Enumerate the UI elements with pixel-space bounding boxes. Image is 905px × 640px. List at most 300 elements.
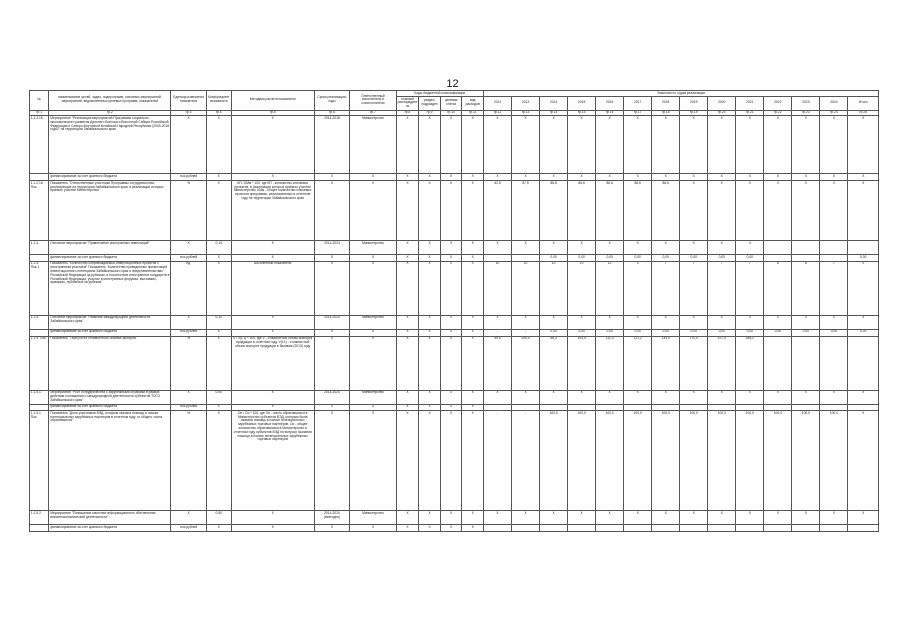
row-unit: тыс.рублей bbox=[171, 329, 207, 336]
row-code-admin: X bbox=[396, 241, 419, 255]
row-year-value bbox=[764, 255, 792, 262]
row-code-section: X bbox=[419, 336, 441, 390]
row-code-type: X bbox=[462, 116, 484, 174]
row-year-value bbox=[540, 404, 568, 411]
row-method: X bbox=[231, 511, 314, 525]
row-method: Абсолютный показатель bbox=[231, 261, 314, 315]
table-row bbox=[30, 404, 879, 411]
row-method: X bbox=[231, 315, 314, 329]
row-year-value bbox=[820, 525, 848, 532]
row-year-value: 86,6 bbox=[652, 181, 680, 241]
table-row bbox=[30, 390, 879, 404]
row-name: финансирование за счет краевого бюджета bbox=[49, 174, 171, 181]
table-row bbox=[30, 315, 879, 329]
row-code-type: X bbox=[462, 241, 484, 255]
row-year-value: 0,00 bbox=[540, 255, 568, 262]
row-unit: X bbox=[171, 116, 207, 174]
row-period: X bbox=[314, 336, 350, 390]
header-method: Методика расчета показателя bbox=[231, 91, 314, 111]
row-number: 1.1.4. bbox=[30, 241, 49, 255]
row-year-value: X bbox=[624, 174, 652, 181]
row-code-admin: X bbox=[396, 525, 419, 532]
column-number-cell: гр.23 bbox=[792, 110, 820, 116]
row-year-value: 6 bbox=[792, 261, 820, 315]
row-total-value bbox=[848, 525, 879, 532]
row-year-value bbox=[596, 404, 624, 411]
row-name: Показатель "Темп роста стоимостного объема экспорта" bbox=[49, 336, 171, 390]
row-year-value: X bbox=[708, 390, 736, 404]
row-code-admin: X bbox=[396, 181, 419, 241]
row-year-value: X bbox=[736, 315, 764, 329]
row-year-value bbox=[624, 404, 652, 411]
row-responsible: X bbox=[350, 404, 396, 411]
row-year-value: 0,00 bbox=[736, 329, 764, 336]
row-year-value bbox=[484, 525, 512, 532]
row-total-value bbox=[848, 404, 879, 411]
row-code-target: X bbox=[440, 181, 462, 241]
row-code-admin: X bbox=[396, 315, 419, 329]
row-code-type: X bbox=[462, 411, 484, 511]
row-year-value bbox=[820, 404, 848, 411]
row-year-value: X bbox=[484, 174, 512, 181]
row-number: 1.1.5.1. Пок. bbox=[30, 411, 49, 511]
row-code-target: X bbox=[440, 174, 462, 181]
row-year-value: X bbox=[736, 241, 764, 255]
header-code-type: вид расходов bbox=[462, 96, 484, 110]
row-year-value bbox=[568, 404, 596, 411]
row-year-value: X bbox=[680, 241, 708, 255]
row-year-value: X bbox=[652, 116, 680, 174]
row-year-value: 170,0 bbox=[680, 336, 708, 390]
row-year-value: X bbox=[540, 390, 568, 404]
row-weight: 0,10 bbox=[206, 241, 231, 255]
row-year-value: X bbox=[596, 116, 624, 174]
row-year-value: 0,00 bbox=[764, 329, 792, 336]
column-number-cell: гр.20 bbox=[708, 110, 736, 116]
row-year-value: X bbox=[596, 174, 624, 181]
row-year-value bbox=[792, 525, 820, 532]
row-weight: X bbox=[206, 181, 231, 241]
row-year-value bbox=[820, 336, 848, 390]
row-number bbox=[30, 174, 49, 181]
row-year-value bbox=[512, 404, 540, 411]
row-weight: X bbox=[206, 525, 231, 532]
column-number-cell: гр.13 bbox=[512, 110, 540, 116]
row-responsible: X bbox=[350, 411, 396, 511]
row-responsible: X bbox=[350, 174, 396, 181]
row-weight: X bbox=[206, 255, 231, 262]
row-year-value: X bbox=[820, 511, 848, 525]
row-year-value: X bbox=[764, 315, 792, 329]
row-year-value: 103,4 bbox=[568, 336, 596, 390]
row-year-value: X bbox=[764, 174, 792, 181]
row-number: 1.1.5. Пок. bbox=[30, 336, 49, 390]
row-year-value bbox=[484, 404, 512, 411]
row-year-value: X bbox=[764, 390, 792, 404]
row-year-value: X bbox=[568, 390, 596, 404]
row-year-value: X bbox=[596, 241, 624, 255]
row-year-value: X bbox=[596, 315, 624, 329]
row-year-value: 100,0 bbox=[820, 411, 848, 511]
row-unit: ед. bbox=[171, 261, 207, 315]
row-year-value: X bbox=[484, 315, 512, 329]
row-year-value: X bbox=[512, 315, 540, 329]
row-year-value: X bbox=[820, 390, 848, 404]
row-total-value: X bbox=[848, 261, 879, 315]
row-year-value: 0,00 bbox=[820, 329, 848, 336]
row-year-value: 0,00 bbox=[652, 255, 680, 262]
row-unit: X bbox=[171, 315, 207, 329]
row-code-section: X bbox=[419, 255, 441, 262]
row-year-value: 100,0 bbox=[792, 411, 820, 511]
row-year-value bbox=[792, 241, 820, 255]
row-period: 2014-2024 bbox=[314, 390, 350, 404]
row-year-value: 86,6 bbox=[596, 181, 624, 241]
row-method: X bbox=[231, 404, 314, 411]
row-code-type: X bbox=[462, 511, 484, 525]
row-year-value bbox=[512, 525, 540, 532]
row-year-value bbox=[708, 404, 736, 411]
row-name: финансирование за счет краевого бюджета bbox=[49, 255, 171, 262]
row-unit: % bbox=[171, 181, 207, 241]
row-year-value: 62,5 bbox=[484, 181, 512, 241]
column-number-cell: гр.15 bbox=[568, 110, 596, 116]
row-year-value: 99,5 bbox=[484, 336, 512, 390]
header-code-section: раздел, подраздел bbox=[419, 96, 441, 110]
row-year-value: 0,00 bbox=[680, 329, 708, 336]
row-year-value bbox=[736, 404, 764, 411]
table-row bbox=[30, 511, 879, 525]
row-period: X bbox=[314, 255, 350, 262]
row-year-value: X bbox=[680, 511, 708, 525]
table-body bbox=[30, 116, 879, 531]
header-code-admin: главный распорядитель bbox=[397, 96, 418, 109]
row-code-target: X bbox=[440, 241, 462, 255]
row-year-value: X bbox=[484, 390, 512, 404]
header-year: 2014 bbox=[540, 96, 568, 110]
row-code-type: X bbox=[462, 315, 484, 329]
header-year: 2015 bbox=[568, 96, 596, 110]
header-total: Итого bbox=[848, 96, 879, 110]
row-year-value: X bbox=[792, 181, 820, 241]
row-code-section: X bbox=[419, 390, 441, 404]
row-year-value: 12 bbox=[596, 261, 624, 315]
row-year-value bbox=[792, 404, 820, 411]
row-period: X bbox=[314, 261, 350, 315]
row-name: Мероприятие "Рост сотрудничества с зарубежными странами в рамках действия соглашения о международной деятельности субъектов ТОСЗ Забайкальского края" bbox=[49, 390, 171, 404]
row-method: X bbox=[231, 329, 314, 336]
row-code-type: X bbox=[462, 261, 484, 315]
header-year: 2021 bbox=[736, 96, 764, 110]
header-name: наименование целей, задач, подпрограмм, основных мероприятий, мероприятий, ведомственных целевых программ, показателей bbox=[49, 91, 171, 111]
row-year-value: 100,0 bbox=[652, 411, 680, 511]
row-responsible: X bbox=[350, 525, 396, 532]
row-code-section: X bbox=[419, 525, 441, 532]
table-row bbox=[30, 525, 879, 532]
row-year-value: 111,3 bbox=[596, 336, 624, 390]
row-year-value: X bbox=[484, 241, 512, 255]
column-number-cell: гр.22 bbox=[764, 110, 792, 116]
row-code-admin: X bbox=[396, 261, 419, 315]
row-year-value bbox=[820, 255, 848, 262]
header-years-group: Значения по годам реализации bbox=[484, 91, 879, 97]
row-number bbox=[30, 255, 49, 262]
row-name: Показатель "Количество сопровождаемых инвестиционных проектов с иностранным участием" Показатель "Количество проведенных презентаций инвестиционного потенциала Забайкальского края в представительствах Российской Федерации за рубежом, в посольствах иностранных государств в Российской Федерации, участие в иностранных форумах, выставках, ярмарках, публичных на рубежах" bbox=[49, 261, 171, 315]
row-code-type: X bbox=[462, 255, 484, 262]
column-number-cell: гр.24 bbox=[820, 110, 848, 116]
row-year-value: X bbox=[512, 511, 540, 525]
row-weight: 0,50 bbox=[206, 511, 231, 525]
row-weight: X bbox=[206, 329, 231, 336]
row-code-type: X bbox=[462, 390, 484, 404]
row-total-value: X bbox=[848, 315, 879, 329]
row-year-value: X bbox=[652, 241, 680, 255]
column-number-cell: гр.16 bbox=[596, 110, 624, 116]
row-year-value bbox=[652, 404, 680, 411]
column-number-cell: гр.12 bbox=[484, 110, 512, 116]
row-code-section: X bbox=[419, 511, 441, 525]
row-total-value: X bbox=[848, 174, 879, 181]
row-code-admin: X bbox=[396, 404, 419, 411]
row-total-value bbox=[848, 241, 879, 255]
column-number-cell: гр.17 bbox=[624, 110, 652, 116]
row-number: 1.1.2.16. Пок. bbox=[30, 181, 49, 241]
row-year-value: X bbox=[568, 241, 596, 255]
header-year: 2016 bbox=[596, 96, 624, 110]
row-year-value: X bbox=[736, 511, 764, 525]
row-code-target: X bbox=[440, 390, 462, 404]
row-period: 2014-2024 bbox=[314, 315, 350, 329]
row-responsible: X bbox=[350, 255, 396, 262]
row-code-section: X bbox=[419, 261, 441, 315]
row-code-admin: X bbox=[396, 329, 419, 336]
row-year-value: - bbox=[512, 411, 540, 511]
row-year-value: 100,0 bbox=[680, 411, 708, 511]
row-code-section: X bbox=[419, 329, 441, 336]
table-row bbox=[30, 411, 879, 511]
row-responsible: X bbox=[350, 336, 396, 390]
row-name: финансирование за счет краевого бюджета bbox=[49, 404, 171, 411]
row-unit: тыс.рублей bbox=[171, 255, 207, 262]
header-year: 2024 bbox=[820, 96, 848, 110]
row-code-section: X bbox=[419, 315, 441, 329]
row-unit: тыс.рублей bbox=[171, 404, 207, 411]
row-name: Основное мероприятие "Привлечение иностранных инвестиций" bbox=[49, 241, 171, 255]
row-year-value: X bbox=[540, 174, 568, 181]
row-total-value: X bbox=[848, 511, 879, 525]
column-number-cell: гр.3 bbox=[171, 110, 207, 116]
row-year-value bbox=[764, 525, 792, 532]
row-name: Показатель "Доля участников ВЭД, которым оказана помощь в поиске потенциальных зарубежных партнеров в отчетном году, от общего числа обратившихся" bbox=[49, 411, 171, 511]
row-method: X bbox=[231, 174, 314, 181]
row-number bbox=[30, 404, 49, 411]
row-year-value: X bbox=[764, 116, 792, 174]
row-code-target: X bbox=[440, 315, 462, 329]
row-year-value: X bbox=[624, 315, 652, 329]
row-total-value: X bbox=[848, 116, 879, 174]
row-year-value: 10 bbox=[484, 261, 512, 315]
row-year-value: 10 bbox=[512, 261, 540, 315]
table-row bbox=[30, 181, 879, 241]
row-year-value: 100,0 bbox=[736, 411, 764, 511]
row-year-value bbox=[596, 525, 624, 532]
row-code-admin: X bbox=[396, 511, 419, 525]
row-total-value: X bbox=[848, 411, 879, 511]
row-responsible: Министерство bbox=[350, 116, 396, 174]
row-responsible: X bbox=[350, 329, 396, 336]
row-weight: X bbox=[206, 174, 231, 181]
table-row bbox=[30, 329, 879, 336]
row-year-value: 100,0 bbox=[764, 411, 792, 511]
row-year-value: X bbox=[820, 174, 848, 181]
row-year-value: 0,00 bbox=[624, 255, 652, 262]
row-year-value bbox=[624, 525, 652, 532]
row-year-value: X bbox=[680, 315, 708, 329]
row-year-value: X bbox=[708, 315, 736, 329]
row-year-value: X bbox=[512, 116, 540, 174]
row-code-section: X bbox=[419, 116, 441, 174]
row-weight: 0,50 bbox=[206, 390, 231, 404]
row-method: КП / КМм * 100, где КП - количество ключевых проектов, в реализации которых приняло участие Министерство, КМм - общее количество ключевых проектов программы, реализованных в отчетном году на территории Забайкальского края bbox=[231, 181, 314, 241]
row-year-value: X bbox=[540, 315, 568, 329]
row-year-value: X bbox=[512, 241, 540, 255]
row-number: 1.1.2.16. bbox=[30, 116, 49, 174]
header-year: 2013 bbox=[512, 96, 540, 110]
column-number-cell: гр.6 bbox=[314, 110, 350, 116]
row-number bbox=[30, 329, 49, 336]
row-responsible: Министерство bbox=[350, 241, 396, 255]
row-code-section: X bbox=[419, 411, 441, 511]
row-code-type: X bbox=[462, 329, 484, 336]
row-year-value: 100,0 bbox=[624, 411, 652, 511]
table-row bbox=[30, 241, 879, 255]
row-year-value: X bbox=[652, 390, 680, 404]
row-year-value: - bbox=[484, 329, 512, 336]
row-year-value: - bbox=[512, 255, 540, 262]
row-name: финансирование за счет краевого бюджета bbox=[49, 329, 171, 336]
row-year-value bbox=[820, 241, 848, 255]
row-year-value: X bbox=[624, 116, 652, 174]
row-year-value bbox=[568, 525, 596, 532]
header-period: Сроки реализации, годы bbox=[314, 91, 350, 111]
row-year-value: X bbox=[568, 174, 596, 181]
row-method: X bbox=[231, 390, 314, 404]
row-year-value: 100,0 bbox=[540, 411, 568, 511]
row-method: X bbox=[231, 255, 314, 262]
row-code-target: X bbox=[440, 116, 462, 174]
row-responsible: X bbox=[350, 261, 396, 315]
row-code-type: X bbox=[462, 336, 484, 390]
row-code-target: X bbox=[440, 404, 462, 411]
row-name: финансирование за счет краевого бюджета bbox=[49, 525, 171, 532]
row-weight: X bbox=[206, 336, 231, 390]
row-year-value: 121,2 bbox=[624, 336, 652, 390]
row-code-admin: X bbox=[396, 411, 419, 511]
column-number-cell: гр.4 bbox=[206, 110, 231, 116]
row-year-value: X bbox=[736, 181, 764, 241]
row-total-value: X bbox=[848, 390, 879, 404]
row-name: Основное мероприятие "Развитие международной деятельности Забайкальского края" bbox=[49, 315, 171, 329]
row-year-value: X bbox=[484, 511, 512, 525]
row-year-value: 86,6 bbox=[568, 181, 596, 241]
row-year-value: X bbox=[708, 174, 736, 181]
row-year-value: 87,5 bbox=[512, 181, 540, 241]
row-year-value: X bbox=[624, 390, 652, 404]
row-year-value: X bbox=[680, 116, 708, 174]
column-number-cell: гр.25 bbox=[848, 110, 879, 116]
row-year-value: 10 bbox=[540, 261, 568, 315]
row-unit: % bbox=[171, 336, 207, 390]
row-year-value bbox=[764, 336, 792, 390]
row-year-value: X bbox=[624, 511, 652, 525]
row-code-type: X bbox=[462, 174, 484, 181]
row-method: Оп / Оо * 100, где Оп - число обратившихся в Министерство субъектов ВЭД, которым была оказана помощь в поиске потенциальных зарубежных торговых партнеров, Оо - общее количество обратившихся в Министерство в отчетном году субъектов ВЭД по вопросу оказания помощи в поиске потенциальных зарубежных торговых партнеров bbox=[231, 411, 314, 511]
header-year: 2017 bbox=[624, 96, 652, 110]
row-year-value: X bbox=[512, 390, 540, 404]
row-code-admin: X bbox=[396, 336, 419, 390]
row-year-value: X bbox=[708, 116, 736, 174]
row-year-value: X bbox=[708, 241, 736, 255]
row-unit: тыс.рублей bbox=[171, 174, 207, 181]
column-number-cell: гр.10 bbox=[440, 110, 462, 116]
row-year-value bbox=[736, 525, 764, 532]
row-method: X bbox=[231, 525, 314, 532]
row-year-value: 0,00 bbox=[596, 255, 624, 262]
row-year-value: X bbox=[792, 116, 820, 174]
column-number-cell: гр.21 bbox=[736, 110, 764, 116]
row-year-value: X bbox=[484, 116, 512, 174]
row-unit: тыс.рублей bbox=[171, 525, 207, 532]
row-year-value: X bbox=[820, 181, 848, 241]
row-year-value: X bbox=[708, 511, 736, 525]
row-year-value: 0,00 bbox=[792, 329, 820, 336]
row-code-admin: X bbox=[396, 255, 419, 262]
column-number-cell: гр.11 bbox=[462, 110, 484, 116]
row-weight: X bbox=[206, 404, 231, 411]
row-year-value: 285,2 bbox=[736, 336, 764, 390]
row-code-section: X bbox=[419, 174, 441, 181]
header-year: 2012 bbox=[484, 96, 512, 110]
indicator-table bbox=[29, 90, 879, 532]
row-total-value: 0,00 bbox=[848, 255, 879, 262]
header-unit: Единица измерения показателя bbox=[171, 91, 207, 111]
column-number-cell: гр.5 bbox=[231, 110, 314, 116]
row-code-target: X bbox=[440, 411, 462, 511]
row-code-type: X bbox=[462, 181, 484, 241]
row-number: 1.1.5. bbox=[30, 315, 49, 329]
row-code-target: X bbox=[440, 255, 462, 262]
row-year-value: 0,00 bbox=[568, 329, 596, 336]
row-unit: X bbox=[171, 241, 207, 255]
row-year-value: 66,3 bbox=[540, 336, 568, 390]
row-code-section: X bbox=[419, 241, 441, 255]
row-total-value: 0,00 bbox=[848, 329, 879, 336]
row-year-value bbox=[792, 336, 820, 390]
row-year-value: X bbox=[568, 116, 596, 174]
column-number-cell: гр.1 bbox=[30, 110, 49, 116]
row-year-value: X bbox=[820, 116, 848, 174]
row-period: X bbox=[314, 181, 350, 241]
table-row bbox=[30, 336, 879, 390]
row-year-value: 0,00 bbox=[708, 329, 736, 336]
row-year-value: X bbox=[764, 181, 792, 241]
row-period: 2014-2018 bbox=[314, 116, 350, 174]
row-year-value bbox=[708, 525, 736, 532]
row-year-value: X bbox=[736, 116, 764, 174]
row-responsible: Министерство bbox=[350, 511, 396, 525]
row-unit: % bbox=[171, 411, 207, 511]
row-year-value: 86,6 bbox=[624, 181, 652, 241]
